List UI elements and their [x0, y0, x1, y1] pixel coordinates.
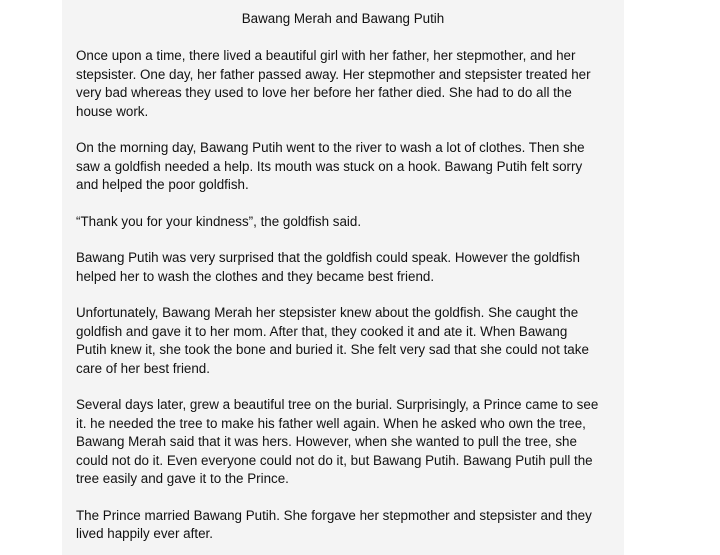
paragraph-line: saw a goldfish needed a help. Its mouth was stuck on a hook. Bawang Putih felt sorry — [76, 158, 583, 174]
paragraph-line: it. he needed the tree to make his father well again. When he asked who own the tree, — [76, 415, 586, 431]
paragraph-7 — [76, 507, 618, 544]
paragraph-line: and helped the poor goldfish. — [76, 177, 249, 192]
document-page — [62, 0, 624, 555]
paragraph-6 — [76, 396, 618, 489]
paragraph-line: Once upon a time, there lived a beautiful girl with her father, her stepmother, and her — [76, 48, 576, 63]
paragraph-line: stepsister. One day, her father passed away. Her stepmother and stepsister treated her — [76, 66, 591, 82]
document-title: Bawang Merah and Bawang Putih — [241, 11, 445, 26]
paragraph-line: Several days later, grew a beautiful tree on the burial. Surprisingly, a Prince came to see — [76, 397, 599, 412]
paragraph-line: lived happily ever after. — [76, 526, 213, 541]
paragraph-3 — [76, 213, 618, 232]
paragraph-2 — [76, 139, 618, 195]
paragraph-line: could not do it. Even everyone could not do it, but Bawang Putih. Bawang Putih pull the — [76, 452, 593, 468]
paragraph-line: On the morning day, Bawang Putih went to the river to wash a lot of clothes. Then she — [76, 140, 585, 155]
paragraph-5 — [76, 304, 618, 378]
paragraph-line: helped her to wash the clothes and they became best friend. — [76, 268, 435, 284]
paragraph-line: very bad whereas they used to love her before her father died. She had to do all the — [76, 85, 572, 100]
paragraph-line: house work. — [76, 103, 149, 119]
paragraph-line: tree easily and gave it to the Prince. — [76, 471, 289, 486]
paragraph-1 — [76, 47, 618, 121]
paragraph-line: Bawang Putih was very surprised that the goldfish could speak. However the goldfish — [76, 250, 580, 265]
paragraph-line: The Prince married Bawang Putih. She forgave her stepmother and stepsister and they — [76, 507, 592, 523]
paragraph-line: “Thank you for your kindness”, the goldfish said. — [76, 213, 362, 229]
paragraph-line: Bawang Merah said that it was hers. However, when she wanted to pull the tree, she — [76, 434, 577, 449]
paragraph-line: care of her best friend. — [76, 360, 210, 376]
paragraph-line: Putih knew it, she took the bone and buried it. She felt very sad that she could not take — [76, 342, 589, 357]
paragraph-4 — [76, 249, 618, 286]
paragraph-line: goldfish and gave it to her mom. After that, they cooked it and ate it. When Bawang — [76, 323, 568, 339]
paragraph-line: Unfortunately, Bawang Merah her stepsister knew about the goldfish. She caught the — [76, 305, 579, 320]
